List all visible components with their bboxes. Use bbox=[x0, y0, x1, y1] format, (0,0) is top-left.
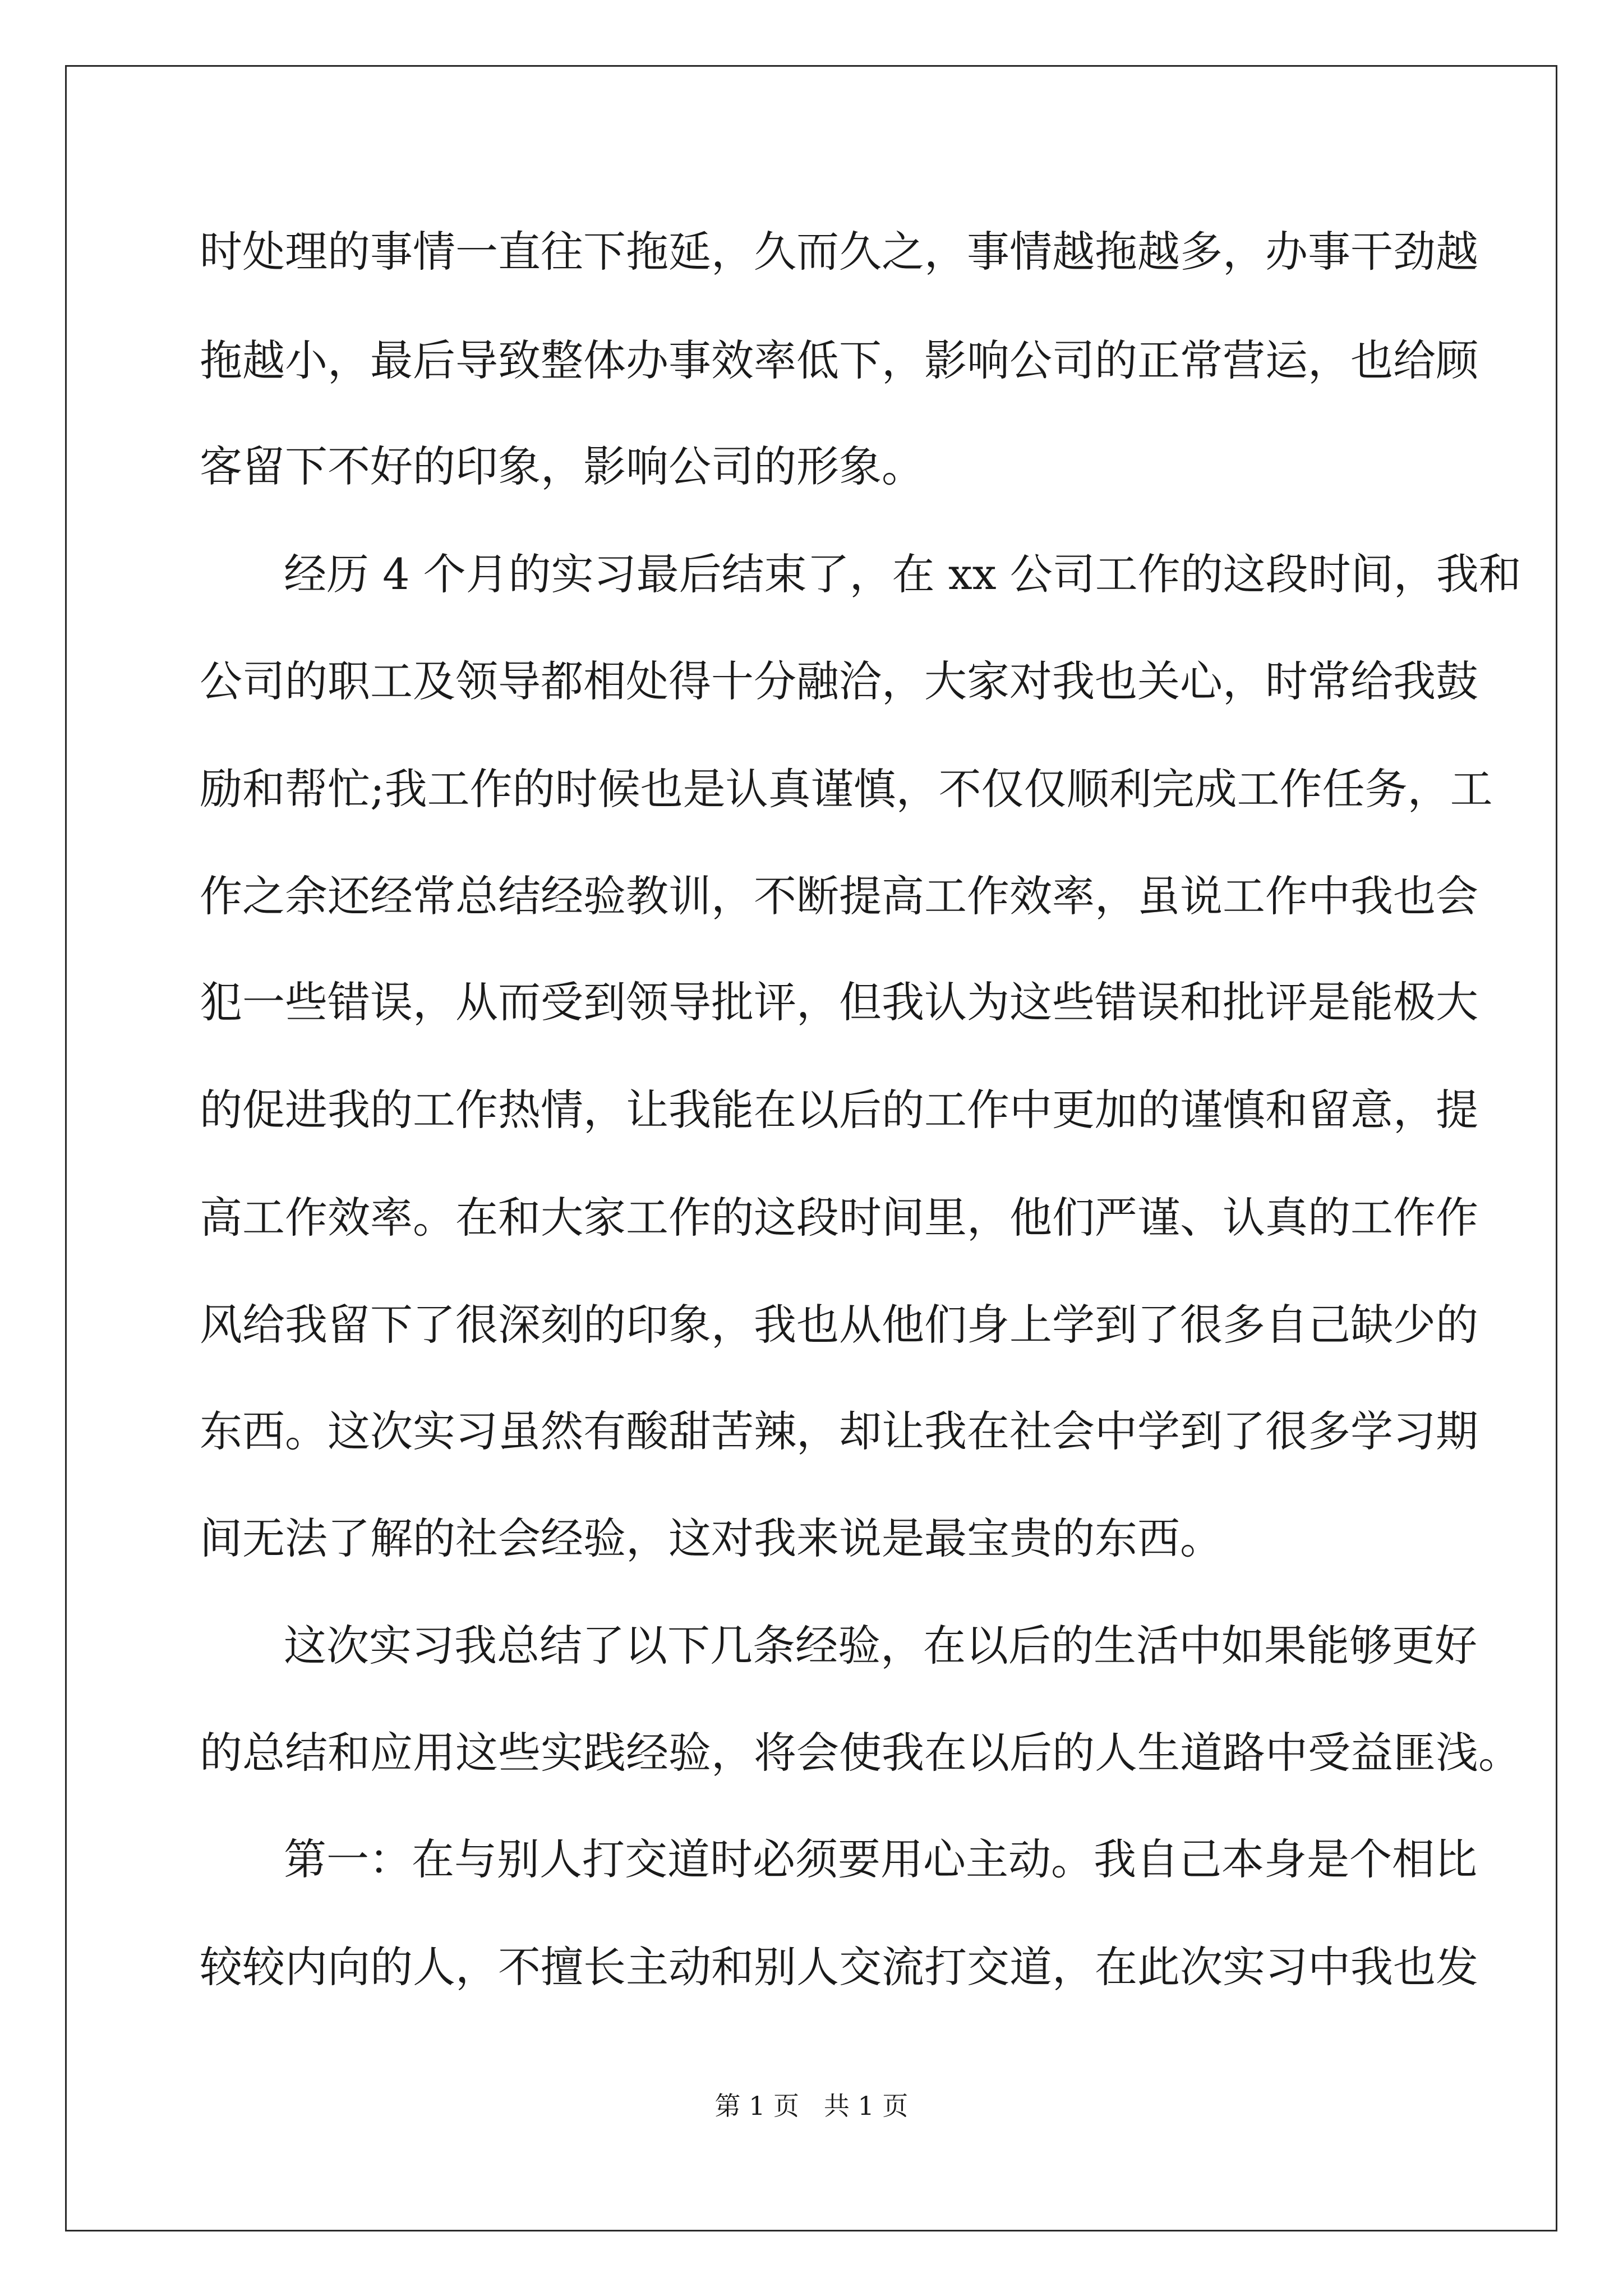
body-text-line: 东西。这次实习虽然有酸甜苦辣，却让我在社会中学到了很多学习期 bbox=[200, 1406, 1478, 1456]
page-border bbox=[65, 65, 1557, 2231]
body-text-line: 较较内向的人，不擅长主动和别人交流打交道，在此次实习中我也发 bbox=[200, 1942, 1478, 1992]
body-text-line: 经历 4 个月的实习最后结束了，在 xx 公司工作的这段时间，我和 bbox=[284, 549, 1521, 599]
body-text-line: 公司的职工及领导都相处得十分融洽，大家对我也关心，时常给我鼓 bbox=[200, 656, 1478, 706]
body-text-line: 风给我留下了很深刻的印象，我也从他们身上学到了很多自己缺少的 bbox=[200, 1300, 1478, 1350]
body-text-line: 时处理的事情一直往下拖延，久而久之，事情越拖越多，办事干劲越 bbox=[200, 227, 1478, 277]
page-number-footer: 第 1 页 共 1 页 bbox=[714, 2091, 909, 2121]
body-text-line: 的总结和应用这些实践经验，将会使我在以后的人生道路中受益匪浅。 bbox=[200, 1728, 1521, 1778]
body-text-line: 励和帮忙;我工作的时候也是认真谨慎，不仅仅顺利完成工作任务，工 bbox=[200, 764, 1493, 814]
body-text-line: 犯一些错误，从而受到领导批评，但我认为这些错误和批评是能极大 bbox=[200, 977, 1478, 1027]
body-text-line: 的促进我的工作热情，让我能在以后的工作中更加的谨慎和留意，提 bbox=[200, 1085, 1478, 1135]
body-text-line: 这次实习我总结了以下几条经验，在以后的生活中如果能够更好 bbox=[284, 1621, 1477, 1671]
body-text-line: 拖越小，最后导致整体办事效率低下，影响公司的正常营运，也给顾 bbox=[200, 335, 1478, 385]
body-text-line: 第一：在与别人打交道时必须要用心主动。我自己本身是个相比 bbox=[284, 1834, 1477, 1884]
body-text-line: 高工作效率。在和大家工作的这段时间里，他们严谨、认真的工作作 bbox=[200, 1193, 1478, 1243]
body-text-line: 客留下不好的印象，影响公司的形象。 bbox=[200, 441, 924, 491]
body-text-line: 间无法了解的社会经验，这对我来说是最宝贵的东西。 bbox=[200, 1513, 1223, 1563]
body-text-line: 作之余还经常总结经验教训，不断提高工作效率，虽说工作中我也会 bbox=[200, 871, 1478, 921]
